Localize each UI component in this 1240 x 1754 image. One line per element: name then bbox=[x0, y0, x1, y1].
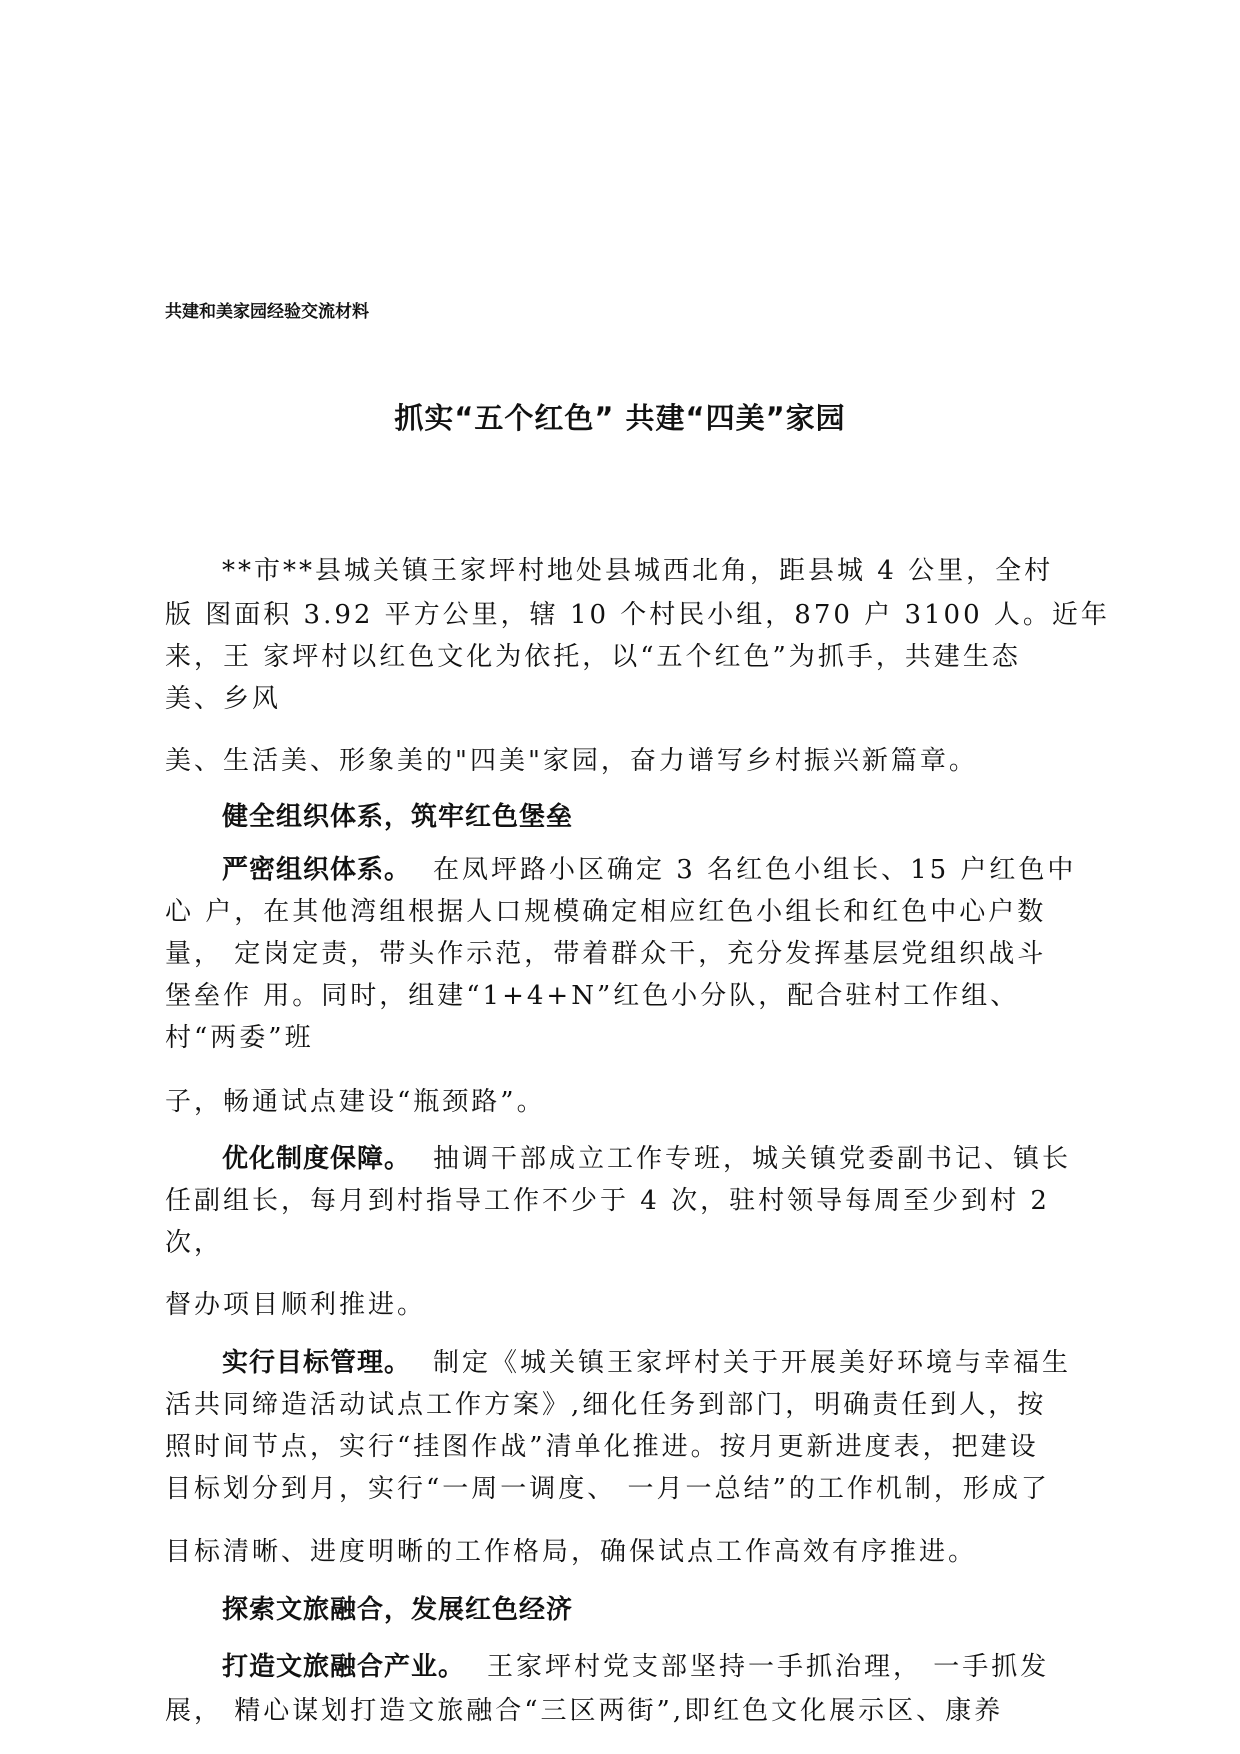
paragraph-line: 目标划分到月，实行“一周一调度、 一月一总结”的工作机制，形成了 bbox=[165, 1474, 1050, 1504]
paragraph-line: 展， 精心谋划打造文旅融合“三区两街”,即红色文化展示区、康养 bbox=[165, 1696, 1004, 1726]
paragraph-line: 目标清晰、进度明晰的工作格局，确保试点工作高效有序推进。 bbox=[165, 1537, 978, 1567]
paragraph-line: 子，畅通试点建设“瓶颈路”。 bbox=[165, 1087, 546, 1117]
paragraph-lead: 严密组织体系。 bbox=[222, 855, 412, 885]
section-heading: 探索文旅融合，发展红色经济 bbox=[222, 1595, 574, 1625]
intro-line: 来，王 家坪村以红色文化为依托，以“五个红色”为抓手，共建生态 bbox=[165, 642, 1021, 672]
paragraph-first-line bbox=[222, 849, 1076, 886]
paragraph-line: 心 户，在其他湾组根据人口规模确定相应红色小组长和红色中心户数 bbox=[165, 897, 1047, 927]
paragraph-line: 任副组长，每月到村指导工作不少于 4 次，驻村领导每周至少到村 2 bbox=[165, 1186, 1050, 1216]
document-header-label: 共建和美家园经验交流材料 bbox=[165, 302, 369, 322]
paragraph-line: 堡垒作 用。同时，组建“1+4+N”红色小分队，配合驻村工作组、 bbox=[165, 981, 1020, 1011]
paragraph-line: 督办项目顺利推进。 bbox=[165, 1290, 427, 1320]
paragraph-text: 抽调干部成立工作专班，城关镇党委副书记、镇长 bbox=[433, 1144, 1072, 1174]
intro-line: 版 图面积 3.92 平方公里，辖 10 个村民小组，870 户 3100 人。近年 bbox=[165, 600, 1110, 630]
paragraph-line: 次， bbox=[165, 1228, 224, 1258]
intro-line: **市**县城关镇王家坪村地处县城西北角，距县城 4 公里，全村 bbox=[222, 556, 1054, 586]
paragraph-first-line bbox=[222, 1342, 1071, 1379]
section-heading: 健全组织体系，筑牢红色堡垒 bbox=[222, 802, 574, 832]
intro-line: 美、乡风 bbox=[165, 684, 282, 714]
intro-line: 美、生活美、形象美的"四美"家园，奋力谱写乡村振兴新篇章。 bbox=[165, 746, 978, 776]
paragraph-line: 照时间节点，实行“挂图作战”清单化推进。按月更新进度表，把建设 bbox=[165, 1432, 1039, 1462]
paragraph-line: 村“两委”班 bbox=[165, 1023, 314, 1053]
paragraph-first-line bbox=[222, 1138, 1071, 1175]
paragraph-text: 在凤坪路小区确定 3 名红色小组长、15 户红色中 bbox=[433, 855, 1077, 885]
paragraph-first-line bbox=[222, 1646, 1049, 1683]
paragraph-text: 王家坪村党支部坚持一手抓治理， 一手抓发 bbox=[487, 1652, 1050, 1682]
paragraph-lead: 打造文旅融合产业。 bbox=[222, 1652, 466, 1682]
paragraph-line: 量， 定岗定责，带头作示范，带着群众干，充分发挥基层党组织战斗 bbox=[165, 939, 1047, 969]
paragraph-lead: 实行目标管理。 bbox=[222, 1348, 412, 1378]
paragraph-line: 活共同缔造活动试点工作方案》,细化任务到部门，明确责任到人，按 bbox=[165, 1390, 1047, 1420]
paragraph-lead: 优化制度保障。 bbox=[222, 1144, 412, 1174]
paragraph-text: 制定《城关镇王家坪村关于开展美好环境与幸福生 bbox=[433, 1348, 1072, 1378]
document-title: 抓实“五个红色” 共建“四美”家园 bbox=[394, 401, 846, 435]
